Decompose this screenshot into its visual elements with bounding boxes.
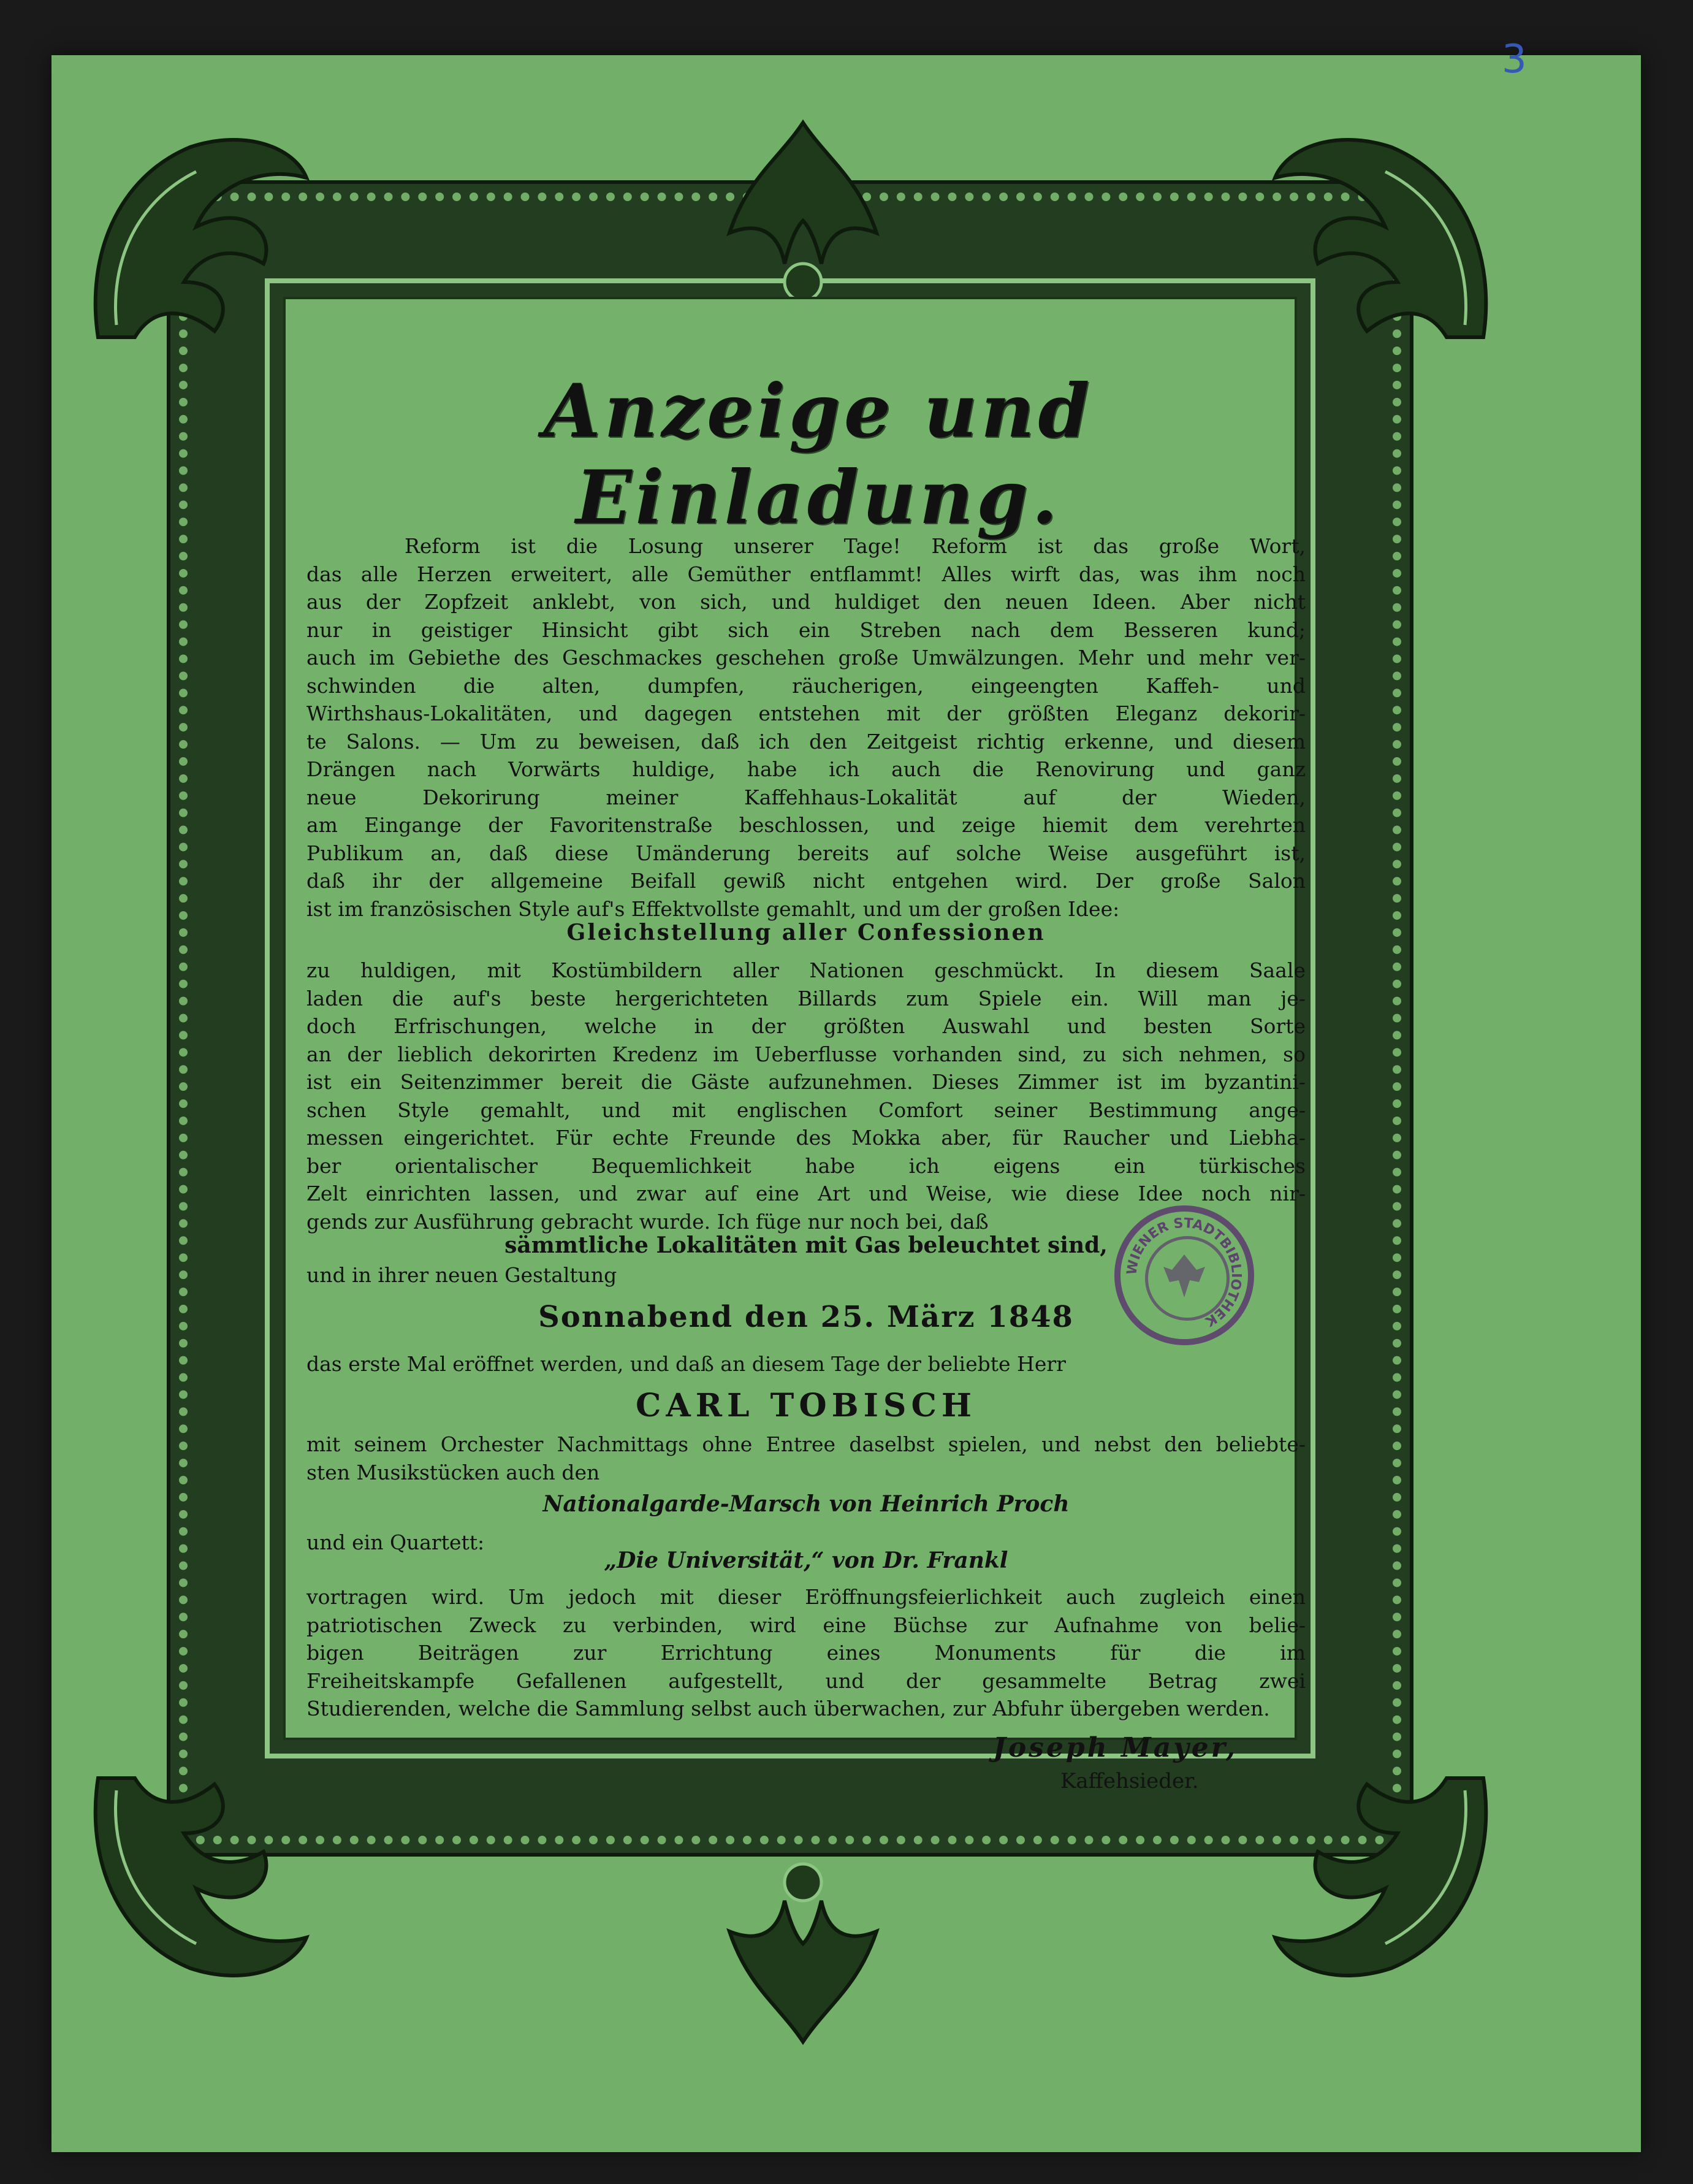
text-line: ist im französischen Style auf's Effektvollste gemahlt, und um der großen Idee: [306,896,1120,921]
text-line: laden die auf's beste hergerichteten Billards zum Spiele ein. Will man je- [306,986,1306,1010]
heading-march: Nationalgarde-Marsch von Heinrich Proch [542,1491,1070,1517]
signature-name: Joseph Mayer, [993,1732,1238,1763]
text-line: nur in geistiger Hinsicht gibt sich ein Streben nach dem Besseren kund; [306,617,1306,642]
text-line: zu huldigen, mit Kostümbildern aller Nationen geschmückt. In diesem Saale [306,958,1306,982]
text-line: ber orientalischer Bequemlichkeit habe ich eigens ein türkisches [306,1153,1306,1178]
corner-ornament-top-right [1263,104,1520,362]
corner-ornament-bottom-right [1263,1754,1520,2011]
stamp-ring-text [1120,1212,1248,1339]
text-line: schwinden die alten, dumpfen, räucherigen, eingeengten Kaffeh- und [306,673,1306,698]
text-line: Reform ist die Losung unserer Tage! Reform ist das große Wort, [405,534,1306,558]
date-heading: Sonnabend den 25. März 1848 [538,1300,1074,1334]
text-line: Freiheitskampfe Gefallenen aufgestellt, und der gesammelte Betrag zwei [306,1668,1306,1693]
library-stamp [1114,1205,1254,1345]
line-opening: das erste Mal eröffnet werden, und daß an diesem Tage der beliebte Herr [306,1352,1066,1376]
text-line: an der lieblich dekorirten Kredenz im Ueberflusse vorhanden sind, zu sich nehmen, so [306,1042,1306,1066]
corner-ornament-top-left [61,104,319,362]
line-new-form: und in ihrer neuen Gestaltung [306,1263,617,1287]
text-line: bigen Beiträgen zur Errichtung eines Monuments für die im [306,1641,1306,1665]
text-line: Publikum an, daß diese Umänderung bereits auf solche Weise ausgeführt ist, [306,841,1306,865]
name-heading: CARL TOBISCH [636,1387,976,1424]
text-line: Zelt einrichten lassen, und zwar auf eine Art und Weise, wie diese Idee noch nir- [306,1182,1306,1205]
text-line: Wirthshaus-Lokalitäten, und dagegen entstehen mit der größten Eleganz dekorir- [306,701,1306,725]
text-line: aus der Zopfzeit anklebt, von sich, und huldiget den neuen Ideen. Aber nicht [306,590,1306,614]
heading-confessions: Gleichstellung aller Confessionen [566,920,1046,945]
text-line: gends zur Ausführung gebracht wurde. Ich füge nur noch bei, daß [306,1209,989,1234]
text-line: das alle Herzen erweitert, alle Gemüther entflammt! Alles wirft das, was ihm noch [306,562,1306,586]
text-line: auch im Gebiethe des Geschmackes geschehen große Umwälzungen. Mehr und mehr ver- [306,646,1306,670]
line-quartett: und ein Quartett: [306,1530,485,1554]
signature-title: Kaffehsieder. [1060,1769,1199,1793]
text-line: patriotischen Zweck zu verbinden, wird eine Büchse zur Aufnahme von belie- [306,1613,1306,1637]
bottom-center-ornament [711,1852,895,2054]
text-line: neue Dekorirung meiner Kaffehhaus-Lokalität auf der Wieden, [306,785,1306,809]
text-line: vortragen wird. Um jedoch mit dieser Eröffnungsfeierlichkeit auch zugleich einen [306,1585,1306,1609]
poster-title: Anzeige und Einladung. [543,368,1094,541]
text-line: daß ihr der allgemeine Beifall gewiß nicht entgehen wird. Der große Salon [306,869,1306,893]
archive-number: 3 [1502,37,1527,82]
text-line: Drängen nach Vorwärts huldige, habe ich auch die Renovirung und ganz [306,757,1306,781]
corner-ornament-bottom-left [61,1754,319,2011]
top-center-ornament [711,110,895,313]
text-line: schen Style gemahlt, und mit englischen Comfort seiner Bestimmung ange- [306,1098,1306,1122]
text-line: messen eingerichtet. Für echte Freunde des Mokka aber, für Raucher und Liebha- [306,1126,1306,1150]
text-line: am Eingange der Favoritenstraße beschlossen, und zeige hiemit dem verehrten [306,813,1306,837]
svg-text:WIENER STADTBIBLIOTHEK: WIENER STADTBIBLIOTHEK [1124,1215,1244,1329]
text-line: ist ein Seitenzimmer bereit die Gäste aufzunehmen. Dieses Zimmer ist im byzantini- [306,1070,1306,1094]
text-line: Studierenden, welche die Sammlung selbst auch überwachen, zur Abfuhr übergeben werden. [306,1697,1270,1720]
text-line: doch Erfrischungen, welche in der größten Auswahl und besten Sorte [306,1014,1306,1038]
heading-gas-lighting: sämmtliche Lokalitäten mit Gas beleuchtet sind, [504,1232,1108,1258]
heading-universitaet: „Die Universität,“ von Dr. Frankl [604,1548,1008,1573]
text-line: te Salons. — Um zu beweisen, daß ich den Zeitgeist richtig erkenne, und diesem [306,729,1306,754]
text-line: mit seinem Orchester Nachmittags ohne Entree daselbst spielen, und nebst den beliebte- [306,1432,1306,1456]
text-line: sten Musikstücken auch den [306,1460,600,1484]
